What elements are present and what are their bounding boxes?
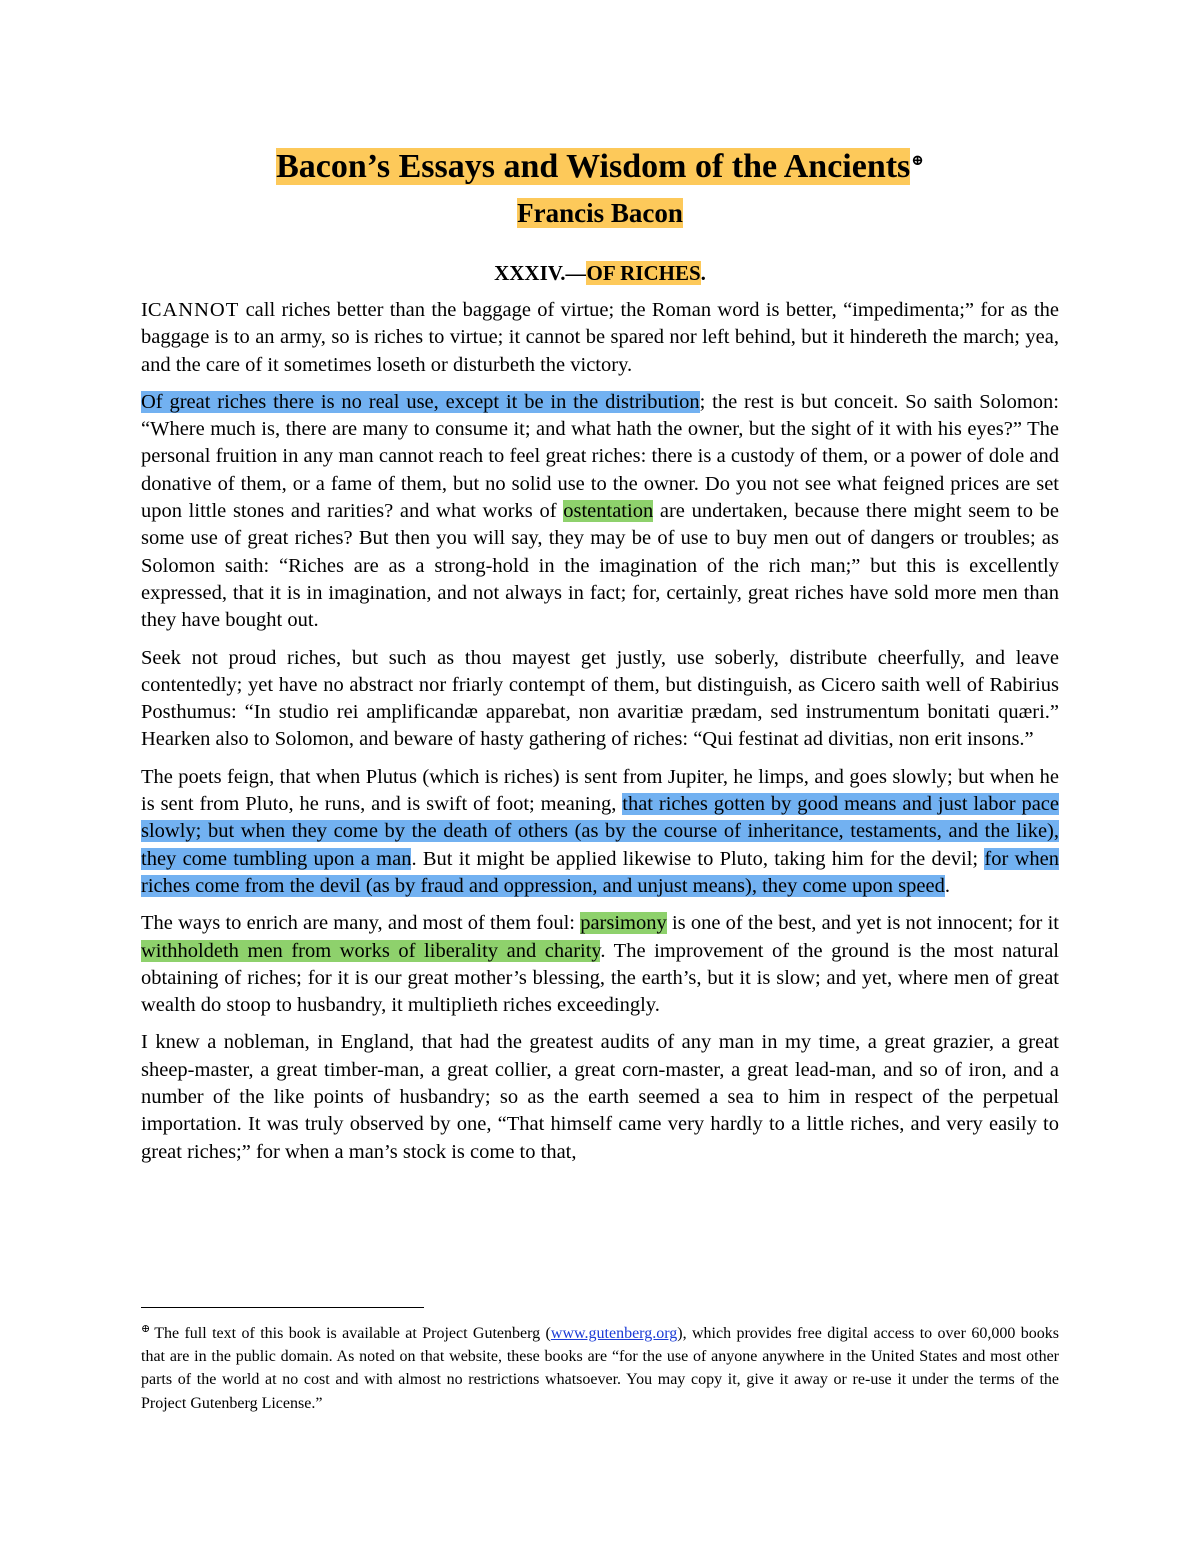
footnote-text-before: The full text of this book is available at Project Gutenberg ( (154, 1325, 551, 1342)
author-line (0, 196, 1200, 230)
title-text: Bacon’s Essays and Wisdom of the Ancients (276, 148, 911, 185)
small-caps-run: CANNOT (147, 299, 240, 321)
footnote-text-after: ), which provides free digital access to over 60,000 books that are in the public domain. As noted on that website, these books are “for the use of anyone anywhere in the United States and most other parts of the world at no cost and with almost no restrictions whatsoever. You may copy it, give it away or re-use it under the terms of the Project Gutenberg License.” (141, 1325, 1059, 1412)
paragraph (141, 1029, 1059, 1165)
chapter-period: . (700, 261, 706, 285)
blue-highlight: Of great riches there is no real use, except it be in the distribution (141, 390, 700, 413)
footnote-symbol: ⊕ (141, 1322, 151, 1335)
text-run: . The improvement of the ground is the most natural obtaining of riches; for it is our great mother’s blessing, the earth’s, but it is slow; and yet, where men of great wealth do stoop to husbandry, it multiplieth riches exceedingly. (141, 939, 1060, 1017)
paragraph (141, 910, 1059, 1019)
text-run: Seek not proud riches, but such as thou mayest get justly, use soberly, distribute cheerfully, and leave contentedly; yet have no abstract nor friarly contempt of them, but distinguish, as Cicero saith well of Rabirius Posthumus: “In studio rei amplificandæ apparebat, non avaritiæ prædam, sed instrumentum bonitati quæri.” Hearken also to Solomon, and beware of hasty gathering of riches: “Qui festinat ad divitias, non erit insons.” (141, 646, 1059, 751)
text-run: call riches better than the baggage of virtue; the Roman word is better, “impedimenta;” for as the baggage is to an army, so is riches to virtue; it cannot be spared nor left behind, but it hindereth the march; yea, and the care of it sometimes loseth or disturbeth the victory. (141, 299, 1059, 376)
author-name: Francis Bacon (517, 198, 683, 228)
chapter-number: XXXIV.— (494, 261, 587, 285)
paragraph (141, 645, 1059, 754)
green-highlight: ostentation (563, 500, 654, 523)
green-highlight: parsimony (580, 912, 667, 935)
chapter-title: OF RICHES (586, 261, 701, 285)
document-title (0, 146, 1200, 188)
gutenberg-link[interactable]: www.gutenberg.org (550, 1325, 678, 1342)
essay-body (141, 297, 1059, 1176)
paragraph (141, 389, 1059, 635)
text-run: I (141, 299, 148, 321)
text-run: I knew a nobleman, in England, that had the greatest audits of any man in my time, a great grazier, a great sheep-master, a great timber-man, a great collier, a great corn-master, a great lead-man, and so of iron, and a number of the like points of husbandry; so as the earth seemed a sea to him in respect of the perpetual importation. It was truly observed by one, “That himself came very hardly to a little riches, and very easily to great riches;” for when a man’s stock is come to that, (141, 1031, 1059, 1163)
footnote-separator (141, 1307, 424, 1308)
text-run: The poets feign, that when Plutus (which is riches) is sent from Jupiter, he limps, and goes slowly; but when he is sent from Pluto, he runs, and is swift of foot; meaning, (141, 765, 1059, 816)
chapter-heading (0, 258, 1200, 288)
blue-highlight: for when riches come from the devil (as by fraud and oppression, and unjust means), they come upon speed (141, 847, 1059, 897)
footnote (141, 1322, 1059, 1415)
blue-highlight: that riches gotten by good means and just labor pace slowly; but when they come by the death of others (as by the course of inheritance, testaments, and the like), they come tumbling upon a man (141, 793, 1059, 870)
green-highlight: withholdeth men from works of liberality and charity (141, 939, 601, 962)
text-run: . But it might be applied likewise to Pluto, taking him for the devil; (411, 847, 985, 870)
text-run: are undertaken, because there might seem to be some use of great riches? But then you will say, they may be of use to buy men out of dangers or troubles; as Solomon saith: “Riches are as a strong-hold in the imagination of the rich man;” but this is excellently expressed, that it is in imagination, and not always in fact; for, certainly, great riches have sold more men than they have bought out. (141, 500, 1059, 632)
paragraph (141, 297, 1059, 379)
text-run: The ways to enrich are many, and most of them foul: (141, 912, 581, 935)
paragraph (141, 764, 1059, 900)
text-run: ; the rest is but conceit. So saith Solomon: “Where much is, there are many to consume it; and what hath the owner, but the sight of it with his eyes?” The personal fruition in any man cannot reach to feel great riches: there is a custody of them, or a power of dole and donative of them, or a fame of them, but no solid use to the owner. Do you not see what feigned prices are set upon little stones and rarities? and what works of (141, 390, 1059, 523)
title-footnote-mark[interactable]: ⊕ (911, 152, 924, 169)
text-run: is one of the best, and yet is not innocent; for it (666, 912, 1059, 935)
text-run: . (944, 874, 950, 897)
